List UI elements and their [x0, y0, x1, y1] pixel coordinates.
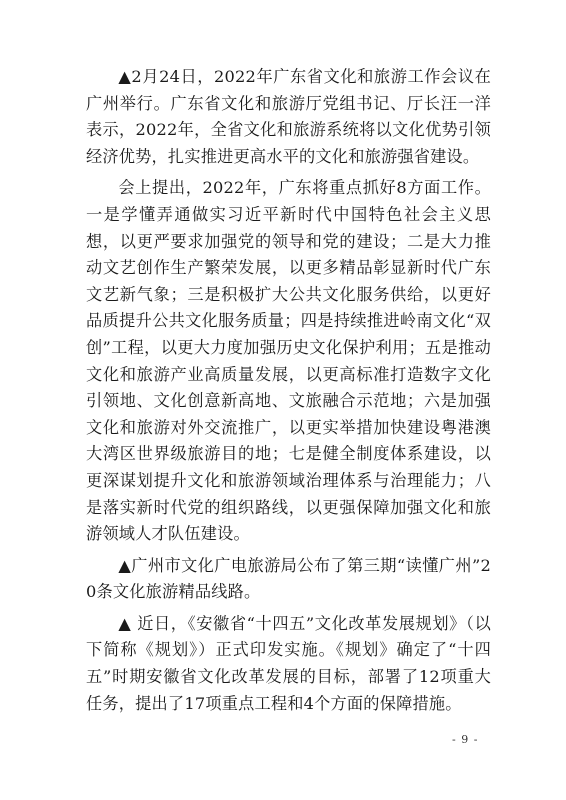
- page-number: - 9 -: [452, 733, 479, 746]
- paragraph-anhui-plan: ▲ 近日，《安徽省“十四五”文化改革发展规划》（以下简称《规划》）正式印发实施。《规划》确定了“十四五”时期安徽省文化改革发展的目标，部署了12项重大任务，提出了17项重点工程和4个方面的保障措施。: [86, 613, 491, 713]
- paragraph-guangzhou-routes: ▲广州市文化广电旅游局公布了第三期“读懂广州”20条文化旅游精品线路。: [86, 555, 491, 602]
- document-body: [86, 64, 491, 717]
- paragraph-eight-tasks: 会上提出，2022年，广东将重点抓好8方面工作。一是学懂弄通做实习近平新时代中国特色社会主义思想，以更严要求加强党的领导和党的建设；二是大力推动文艺创作生产繁荣发展，以更多精品彰显新时代广东文艺新气象；三是积极扩大公共文化服务供给，以更好品质提升公共文化服务质量；四是持续推进岭南文化“双创”工程，以更大力度加强历史文化保护利用；五是推动文化和旅游产业高质量发展，以更高标准打造数字文化引领地、文化创意新高地、文旅融合示范地；六是加强文化和旅游对外交流推广，以更实举措加快建设粤港澳大湾区世界级旅游目的地；七是健全制度体系建设，以更深谋划提升文化和旅游领域治理体系与治理能力；八是落实新时代党的组织路线，以更强保障加强文化和旅游领域人才队伍建设。: [86, 178, 491, 544]
- paragraph-guangdong-conference: ▲2月24日，2022年广东省文化和旅游工作会议在广州举行。广东省文化和旅游厅党组书记、厅长汪一洋表示，2022年，全省文化和旅游系统将以文化优势引领经济优势，扎实推进更高水平的文化和旅游强省建设。: [86, 67, 491, 166]
